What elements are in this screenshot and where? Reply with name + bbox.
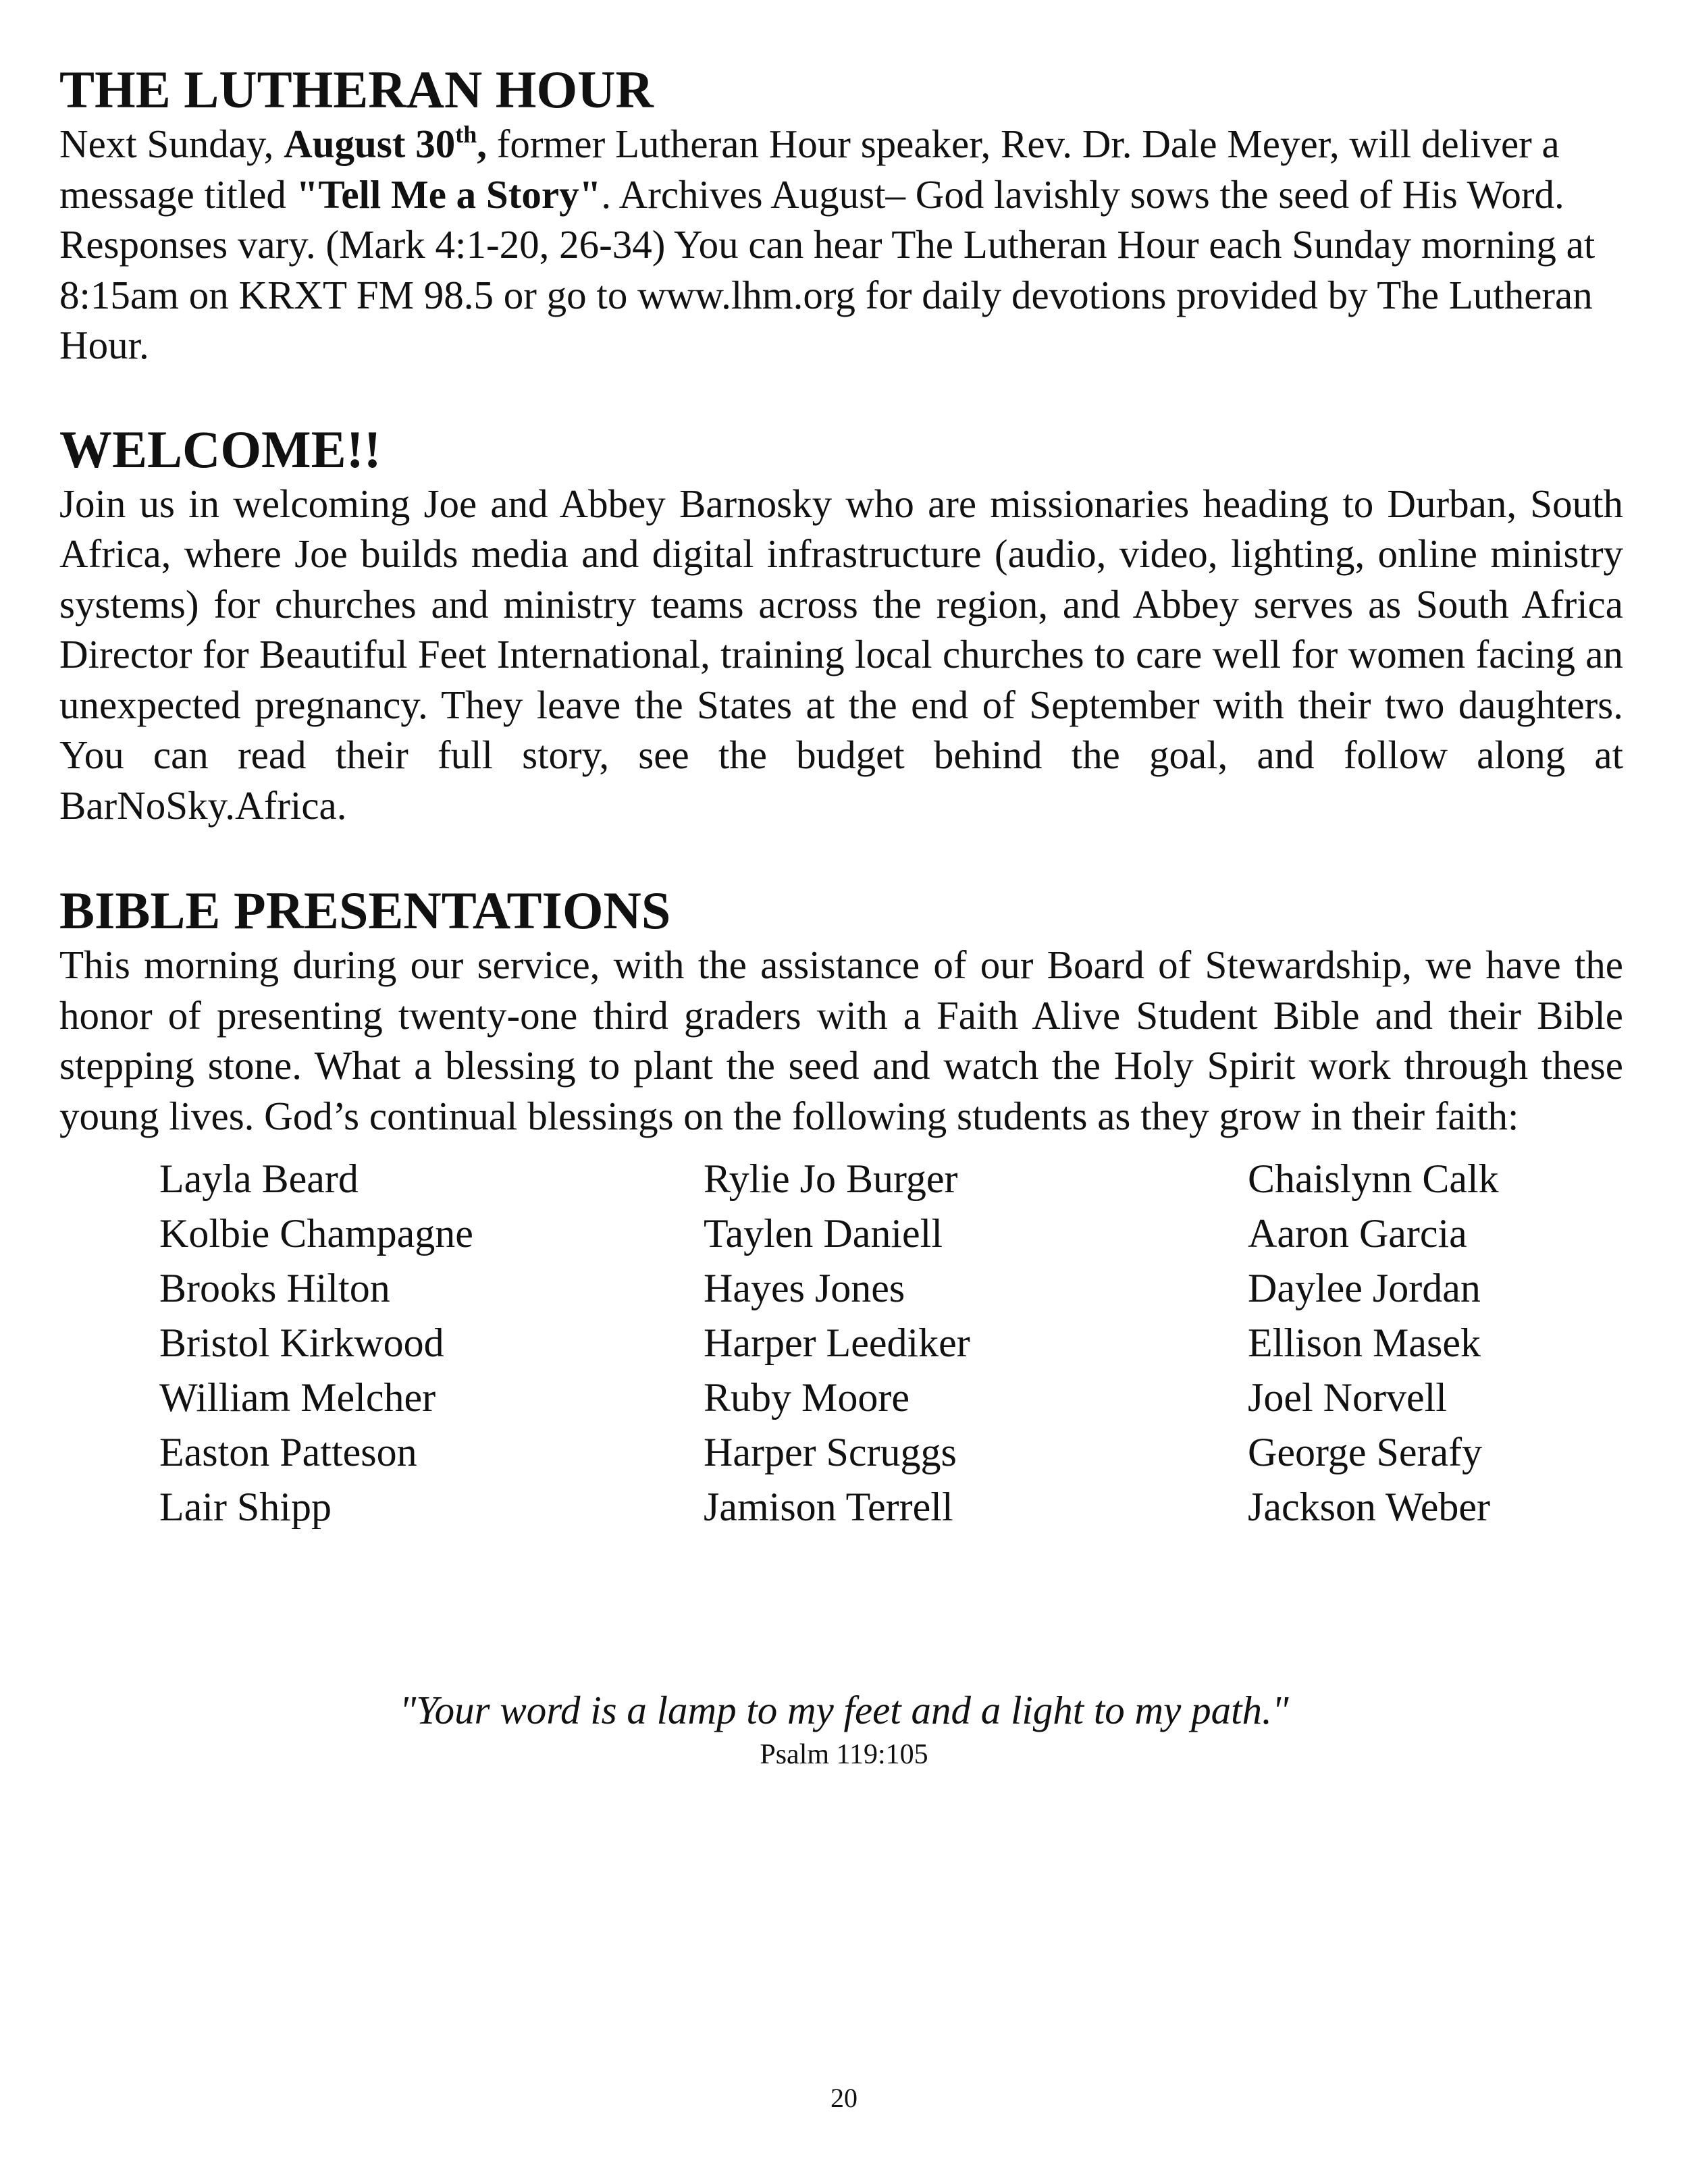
student-name: Brooks Hilton [159, 1266, 390, 1310]
scripture-quote: "Your word is a lamp to my feet and a light to my path." [399, 1688, 1289, 1732]
student-name: Joel Norvell [1248, 1375, 1447, 1420]
student-name: Layla Beard [159, 1156, 359, 1201]
student-name: Lair Shipp [159, 1485, 332, 1529]
student-name: Ruby Moore [704, 1375, 909, 1420]
student-name: Chaislynn Calk [1248, 1156, 1499, 1201]
welcome-paragraph: Join us in welcoming Joe and Abbey Barnosky who are missionaries heading to Durban, South Africa, where Joe builds media and digital infrastructure (audio, video, lighting, online ministry systems) for churches and ministry teams across the region, and Abbey serves as South Africa Director for Beautiful Feet International, training local churches to care well for women facing an unexpected pregnancy. They leave the States at the end of September with their two daughters. You can read their full story, see the budget behind the goal, and follow along at BarNoSky.Africa. [59, 481, 1623, 828]
date-comma: , [477, 122, 487, 166]
student-name: Hayes Jones [704, 1266, 905, 1310]
welcome-heading: WELCOME!! [59, 419, 381, 479]
student-name-list [159, 1152, 1623, 1535]
student-name: George Serafy [1248, 1430, 1483, 1474]
lutheran-hour-heading: THE LUTHERAN HOUR [59, 60, 654, 119]
student-name: Harper Scruggs [704, 1430, 957, 1474]
student-name: Bristol Kirkwood [159, 1321, 444, 1365]
lutheran-hour-text-end: . Archives August– God lavishly sows the seed of His Word. Responses vary. (Mark 4:1-20, 26-34) You can hear The Lutheran Hour each Sunday morning at 8:15am on KRXT FM 98.5 or go to www.lhm.org for daily devotions provided by The Lutheran Hour. [59, 171, 1595, 367]
student-name: Rylie Jo Burger [704, 1156, 958, 1201]
bible-presentations-heading: BIBLE PRESENTATIONS [59, 881, 671, 940]
student-name: Jamison Terrell [704, 1485, 953, 1529]
lutheran-hour-section [59, 61, 1623, 371]
lutheran-hour-text-start: Next Sunday, [59, 122, 284, 166]
lutheran-hour-paragraph [59, 119, 1623, 371]
student-name: Harper Leediker [704, 1321, 970, 1365]
message-title: "Tell Me a Story" [296, 171, 602, 217]
date-ordinal-suffix: th [455, 121, 477, 148]
broadcast-date: August 30 [284, 122, 456, 166]
student-name: Taylen Daniell [704, 1211, 943, 1256]
scripture-citation: Psalm 119:105 [760, 1739, 928, 1770]
lutheran-hour-text-mid: former Lutheran Hour speaker, Rev. Dr. Dale Meyer, will deliver a message titled [59, 122, 1560, 217]
student-name: Easton Patteson [159, 1430, 417, 1474]
bulletin-page [59, 61, 1623, 1535]
bible-presentations-paragraph: This morning during our service, with the assistance of our Board of Stewardship, we have the honor of presenting twenty-one third graders with a Faith Alive Student Bible and their Bible stepping stone. What a blessing to plant the seed and watch the Holy Spirit work through these young lives. God’s continual blessings on the following students as they grow in their faith: [59, 942, 1623, 1138]
student-name: Aaron Garcia [1248, 1211, 1467, 1256]
page-number: 20 [830, 2083, 858, 2113]
student-name: Jackson Weber [1248, 1485, 1490, 1529]
student-name: Daylee Jordan [1248, 1266, 1481, 1310]
bible-presentations-section [59, 882, 1623, 1535]
student-name: William Melcher [159, 1375, 436, 1420]
student-name: Ellison Masek [1248, 1321, 1481, 1365]
student-name: Kolbie Champagne [159, 1211, 473, 1256]
welcome-section [59, 421, 1623, 831]
